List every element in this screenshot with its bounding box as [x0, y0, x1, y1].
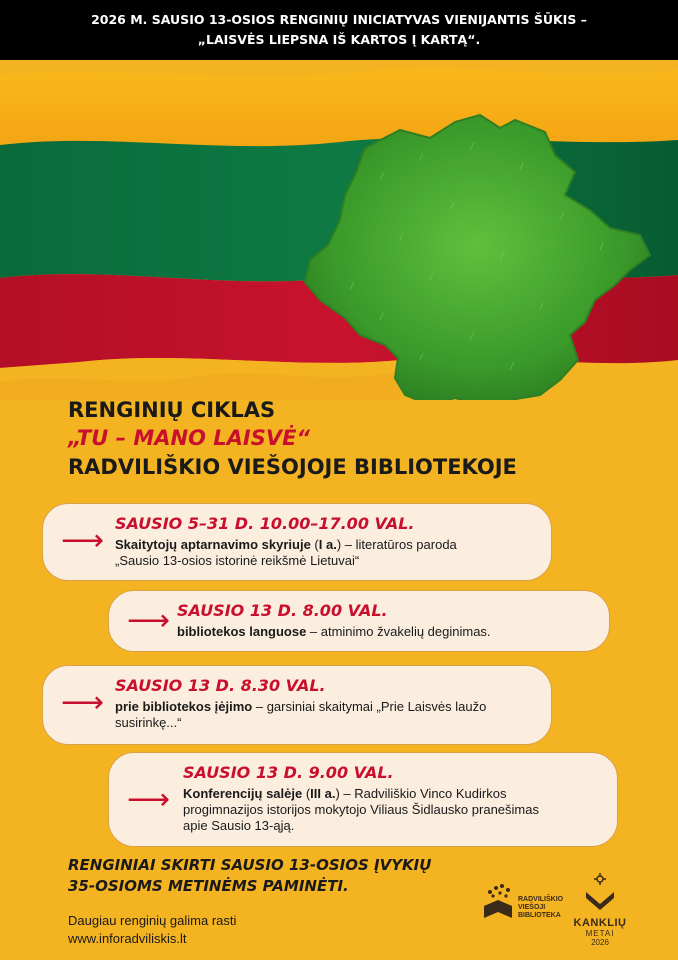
banner-line-1: 2026 M. SAUSIO 13-OSIOS RENGINIŲ INICIATYVAS VIENIJANTIS ŠŪKIS – — [91, 12, 587, 27]
event-description: prie bibliotekos įėjimo – garsiniai skaitymai „Prie Laisvės laužo susirinkę...“ — [115, 699, 487, 730]
footer-line-1: RENGINIAI SKIRTI SAUSIO 13-OSIOS ĮVYKIŲ — [68, 856, 432, 874]
library-logo-line-1: RADVILIŠKIO — [518, 896, 564, 903]
event-card-1 — [42, 503, 552, 581]
title-line-2: „TU – MANO LAISVĖ“ — [68, 426, 310, 450]
flag-illustration — [0, 60, 678, 400]
top-banner — [0, 0, 678, 60]
event-card-3 — [42, 665, 552, 745]
lithuania-flag-image — [0, 60, 678, 400]
more-info-text: Daugiau renginių galima rasti — [68, 913, 237, 928]
event-date: SAUSIO 5–31 D. 10.00–17.00 VAL. — [115, 514, 415, 533]
arrow-right-icon: ⟶ — [127, 783, 171, 816]
footer-more-info — [68, 912, 236, 948]
kankles-icon — [580, 870, 620, 910]
title-line-1: RENGINIŲ CIKLAS — [68, 398, 276, 422]
title-block — [68, 396, 517, 483]
kankliu-metai-logo — [570, 870, 630, 950]
library-logo-line-2: VIEŠOJI — [518, 904, 546, 911]
title-line-3: RADVILIŠKIO VIEŠOJOJE BIBLIOTEKOJE — [68, 455, 517, 479]
arrow-right-icon: ⟶ — [61, 524, 105, 557]
library-logo — [478, 878, 570, 928]
kankliu-name: KANKLIŲ — [573, 917, 627, 929]
library-logo-line-3: BIBLIOTEKA — [518, 912, 561, 919]
footer-line-2: 35-OSIOMS METINĖMS PAMINĖTI. — [68, 877, 349, 895]
website-link[interactable]: www.inforadviliskis.lt — [68, 931, 187, 946]
footer-dedication — [68, 855, 431, 897]
arrow-right-icon: ⟶ — [127, 604, 171, 637]
kankliu-year: 2026 — [591, 938, 609, 947]
event-date: SAUSIO 13 D. 8.00 VAL. — [177, 601, 388, 620]
kankliu-sub: METAI — [585, 929, 615, 938]
event-date: SAUSIO 13 D. 9.00 VAL. — [183, 763, 394, 782]
event-date: SAUSIO 13 D. 8.30 VAL. — [115, 676, 326, 695]
banner-line-2: „LAISVĖS LIEPSNA IŠ KARTOS Į KARTĄ“. — [197, 32, 481, 47]
event-card-2 — [108, 590, 610, 652]
event-card-4 — [108, 752, 618, 847]
arrow-right-icon: ⟶ — [61, 686, 105, 719]
event-description: Skaitytojų aptarnavimo skyriuje (I a.) – literatūros paroda „Sausio 13-osios istorinė reikšmė Lietuvai“ — [115, 537, 457, 568]
event-description: Konferencijų salėje (III a.) – Radviliškio Vinco Kudirkos progimnazijos istorijos mokytojo Viliaus Šidlausko pranešimas apie Sausio 13-ąją. — [183, 786, 539, 833]
event-description: bibliotekos languose – atminimo žvakelių deginimas. — [177, 624, 491, 639]
